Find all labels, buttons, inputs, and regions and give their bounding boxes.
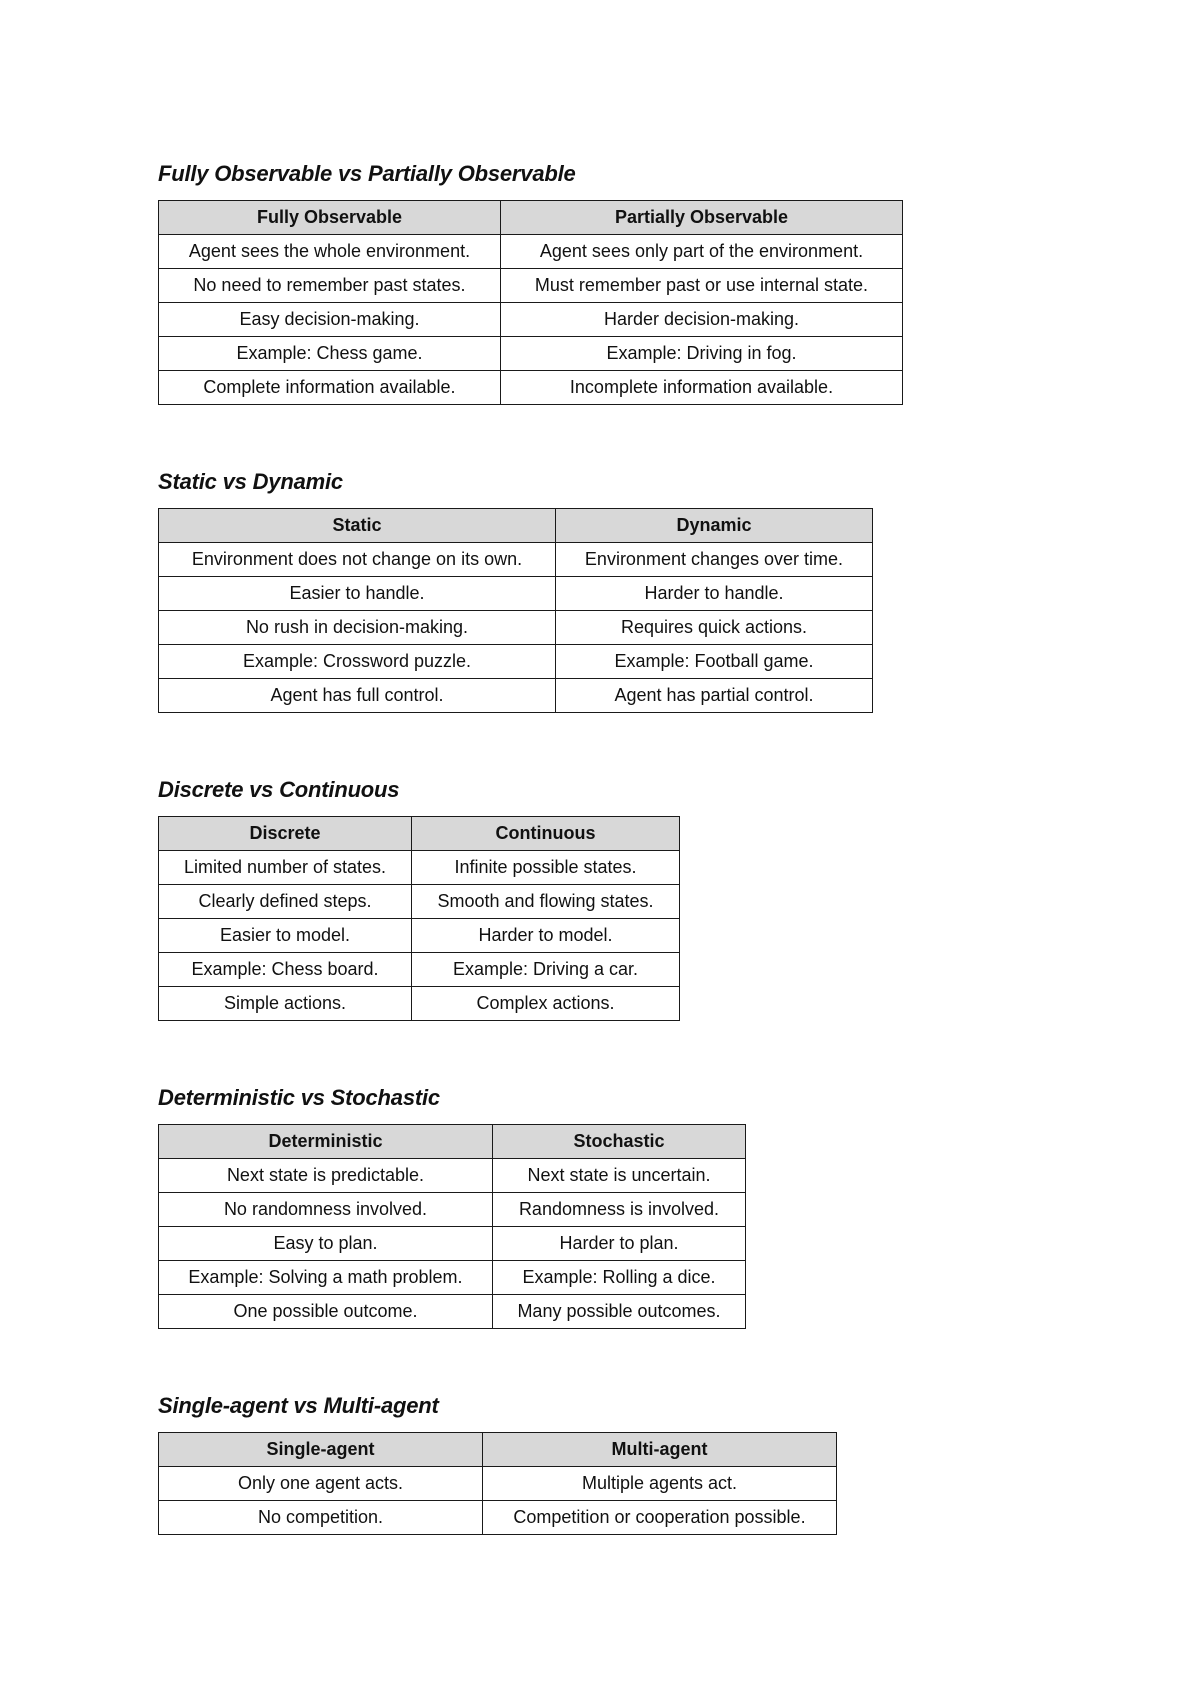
table-cell: Must remember past or use internal state.	[501, 269, 903, 303]
table-cell: Harder to plan.	[493, 1227, 746, 1261]
table-cell: Example: Chess game.	[159, 337, 501, 371]
column-header: Partially Observable	[501, 201, 903, 235]
table-cell: Easier to model.	[159, 919, 412, 953]
column-header: Discrete	[159, 817, 412, 851]
table-row	[159, 1467, 837, 1501]
table-cell: Example: Driving a car.	[412, 953, 680, 987]
table-cell: Environment changes over time.	[556, 543, 873, 577]
table-row	[159, 919, 680, 953]
table-row	[159, 953, 680, 987]
table-row	[159, 1501, 837, 1535]
table-cell: Next state is predictable.	[159, 1159, 493, 1193]
table-cell: Agent has full control.	[159, 679, 556, 713]
table-cell: Harder decision-making.	[501, 303, 903, 337]
table-cell: Only one agent acts.	[159, 1467, 483, 1501]
table-cell: Randomness is involved.	[493, 1193, 746, 1227]
table-cell: Competition or cooperation possible.	[483, 1501, 837, 1535]
table-row	[159, 645, 873, 679]
column-header: Single-agent	[159, 1433, 483, 1467]
table-cell: Example: Solving a math problem.	[159, 1261, 493, 1295]
table-cell: One possible outcome.	[159, 1295, 493, 1329]
section-discrete-vs-continuous	[158, 770, 680, 1021]
section-title: Static vs Dynamic	[158, 469, 343, 494]
table-cell: Example: Rolling a dice.	[493, 1261, 746, 1295]
table-cell: Environment does not change on its own.	[159, 543, 556, 577]
table-row	[159, 269, 903, 303]
column-header: Fully Observable	[159, 201, 501, 235]
table-row	[159, 337, 903, 371]
table-cell: Agent has partial control.	[556, 679, 873, 713]
table-cell: Easier to handle.	[159, 577, 556, 611]
table-cell: Example: Driving in fog.	[501, 337, 903, 371]
section-fully-vs-partially-observable	[158, 154, 903, 405]
table-row	[159, 987, 680, 1021]
table-cell: Agent sees only part of the environment.	[501, 235, 903, 269]
table-row	[159, 851, 680, 885]
section-single-vs-multi-agent	[158, 1386, 837, 1535]
table-cell: Complex actions.	[412, 987, 680, 1021]
table-cell: No randomness involved.	[159, 1193, 493, 1227]
table-row	[159, 303, 903, 337]
comparison-table	[158, 1432, 837, 1535]
table-cell: Many possible outcomes.	[493, 1295, 746, 1329]
table-row	[159, 1193, 746, 1227]
table-cell: Agent sees the whole environment.	[159, 235, 501, 269]
comparison-table	[158, 508, 873, 713]
table-cell: Incomplete information available.	[501, 371, 903, 405]
table-row	[159, 885, 680, 919]
table-cell: Requires quick actions.	[556, 611, 873, 645]
table-header-row	[159, 1433, 837, 1467]
comparison-table	[158, 1124, 746, 1329]
table-header-row	[159, 509, 873, 543]
table-header-row	[159, 201, 903, 235]
table-cell: Example: Chess board.	[159, 953, 412, 987]
table-cell: Complete information available.	[159, 371, 501, 405]
section-deterministic-vs-stochastic	[158, 1078, 746, 1329]
column-header: Continuous	[412, 817, 680, 851]
table-row	[159, 235, 903, 269]
table-cell: No need to remember past states.	[159, 269, 501, 303]
column-header: Static	[159, 509, 556, 543]
column-header: Multi-agent	[483, 1433, 837, 1467]
column-header: Stochastic	[493, 1125, 746, 1159]
comparison-table	[158, 200, 903, 405]
table-cell: No rush in decision-making.	[159, 611, 556, 645]
column-header: Deterministic	[159, 1125, 493, 1159]
table-cell: No competition.	[159, 1501, 483, 1535]
section-static-vs-dynamic	[158, 462, 873, 713]
table-row	[159, 1227, 746, 1261]
table-cell: Easy to plan.	[159, 1227, 493, 1261]
table-header-row	[159, 817, 680, 851]
section-title: Discrete vs Continuous	[158, 777, 400, 802]
table-row	[159, 1159, 746, 1193]
table-row	[159, 1261, 746, 1295]
table-cell: Next state is uncertain.	[493, 1159, 746, 1193]
table-cell: Easy decision-making.	[159, 303, 501, 337]
table-cell: Simple actions.	[159, 987, 412, 1021]
comparison-table	[158, 816, 680, 1021]
table-cell: Multiple agents act.	[483, 1467, 837, 1501]
table-row	[159, 371, 903, 405]
table-cell: Harder to handle.	[556, 577, 873, 611]
table-row	[159, 679, 873, 713]
section-title: Deterministic vs Stochastic	[158, 1085, 440, 1110]
table-cell: Infinite possible states.	[412, 851, 680, 885]
table-row	[159, 611, 873, 645]
table-header-row	[159, 1125, 746, 1159]
table-row	[159, 577, 873, 611]
table-cell: Limited number of states.	[159, 851, 412, 885]
section-title: Single-agent vs Multi-agent	[158, 1393, 439, 1418]
column-header: Dynamic	[556, 509, 873, 543]
table-row	[159, 1295, 746, 1329]
table-cell: Harder to model.	[412, 919, 680, 953]
table-cell: Example: Crossword puzzle.	[159, 645, 556, 679]
table-cell: Clearly defined steps.	[159, 885, 412, 919]
table-cell: Smooth and flowing states.	[412, 885, 680, 919]
section-title: Fully Observable vs Partially Observable	[158, 161, 576, 186]
table-cell: Example: Football game.	[556, 645, 873, 679]
table-row	[159, 543, 873, 577]
